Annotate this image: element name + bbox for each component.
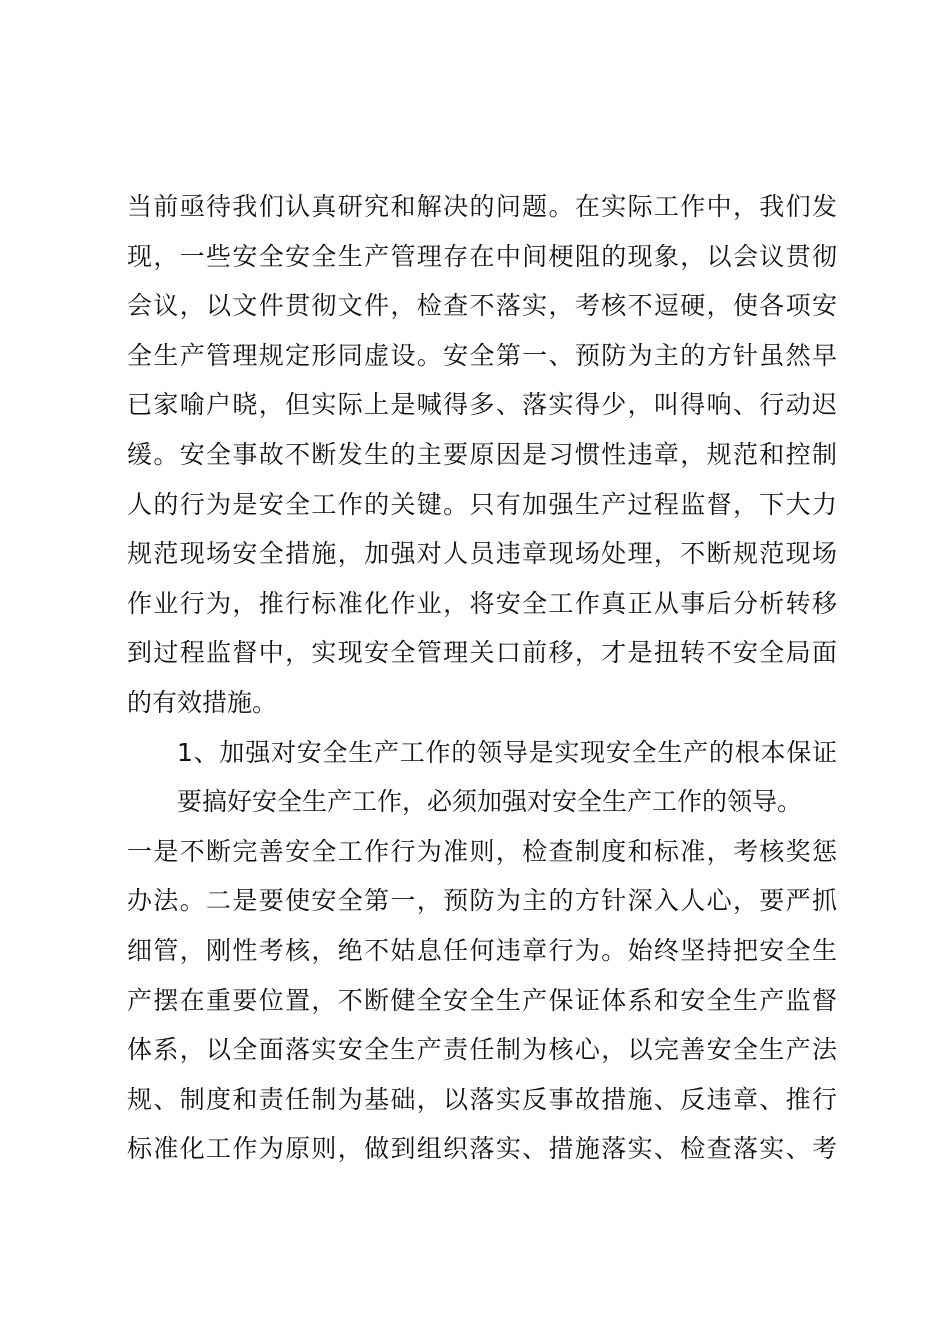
text-line: 规、制度和责任制为基础，以落实反事故措施、反违章、推行 (127, 1084, 837, 1114)
text-line: 现，一些安全安全生产管理存在中间梗阻的现象，以会议贯彻 (127, 241, 837, 271)
text-line: 作业行为，推行标准化作业，将安全工作真正从事后分析转移 (127, 588, 837, 618)
text-line: 会议，以文件贯彻文件，检查不落实，考核不逗硬，使各项安 (127, 291, 837, 321)
text-line: 规范现场安全措施，加强对人员违章现场处理，不断规范现场 (127, 539, 837, 569)
text-line: 全生产管理规定形同虚设。安全第一、预防为主的方针虽然早 (127, 340, 837, 370)
text-line: 标准化工作为原则，做到组织落实、措施落实、检查落实、考 (127, 1134, 837, 1164)
text-line: 到过程监督中，实现安全管理关口前移，才是扭转不安全局面 (127, 638, 837, 668)
text-line: 当前亟待我们认真研究和解决的问题。在实际工作中，我们发 (127, 192, 837, 221)
text-line: 办法。二是要使安全第一，预防为主的方针深入人心，要严抓 (127, 886, 837, 916)
text-line: 一是不断完善安全工作行为准则，检查制度和标准，考核奖惩 (127, 836, 837, 866)
text-line: 的有效措施。 (127, 687, 278, 717)
text-line: 细管，刚性考核，绝不姑息任何违章行为。始终坚持把安全生 (127, 935, 837, 965)
text-line: 要搞好安全生产工作，必须加强对安全生产工作的领导。 (177, 787, 803, 817)
text-line: 产摆在重要位置，不断健全安全生产保证体系和安全生产监督 (127, 985, 837, 1015)
text-line: 缓。安全事故不断发生的主要原因是习惯性违章，规范和控制 (127, 439, 837, 469)
text-line: 体系，以全面落实安全生产责任制为核心，以完善安全生产法 (127, 1035, 837, 1065)
body-text (127, 182, 837, 1174)
text-line: 已家喻户晓，但实际上是喊得多、落实得少，叫得响、行动迟 (127, 390, 837, 420)
text-line: 人的行为是安全工作的关键。只有加强生产过程监督，下大力 (127, 489, 837, 519)
section-heading: 1、加强对安全生产工作的领导是实现安全生产的根本保证 (177, 737, 837, 767)
